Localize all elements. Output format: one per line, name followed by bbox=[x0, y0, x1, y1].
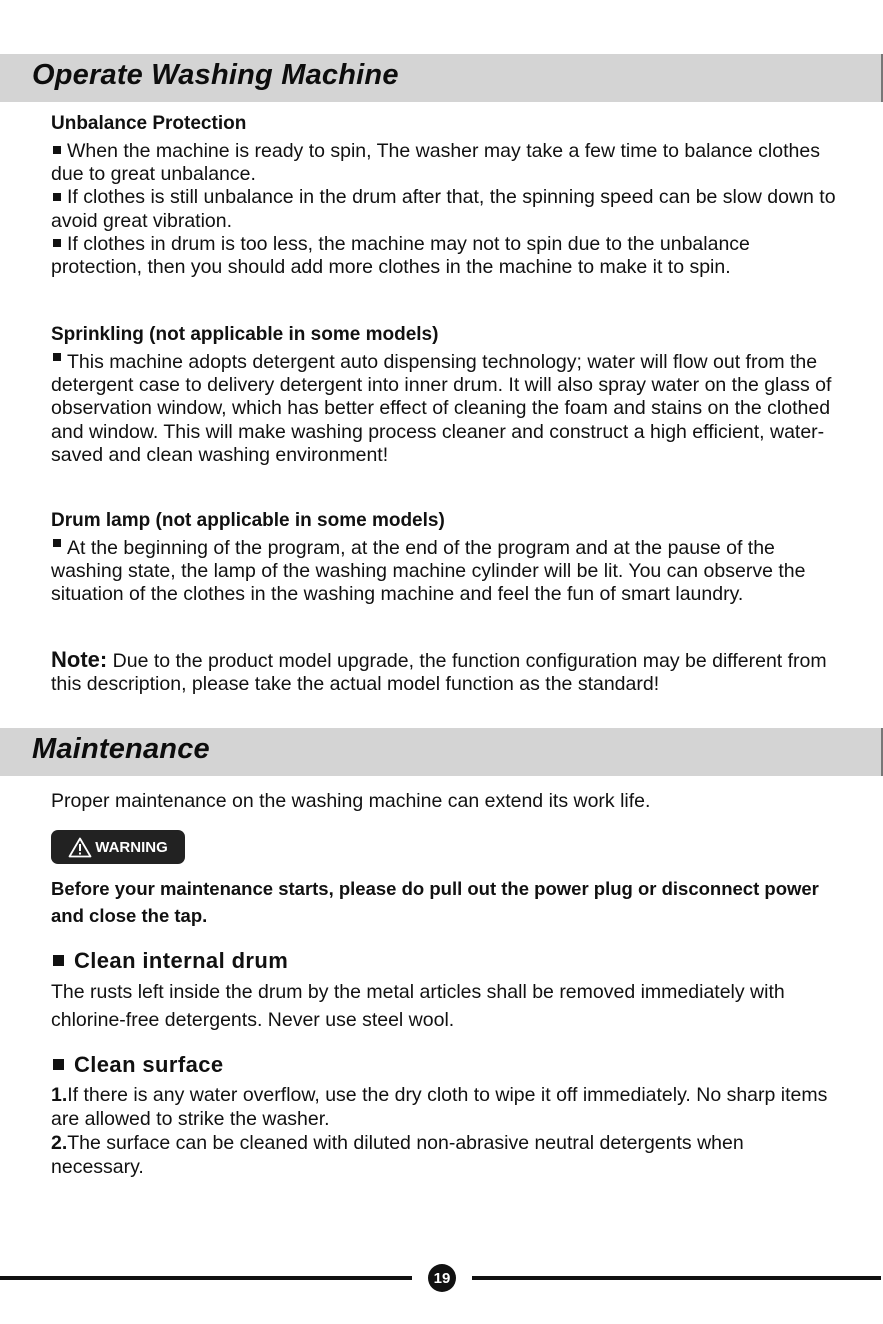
bullet-square-icon bbox=[53, 239, 61, 247]
clean-surface-heading: Clean surface bbox=[51, 1051, 841, 1079]
drum-lamp-heading: Drum lamp (not applicable in some models) bbox=[51, 510, 445, 531]
footer-rule-right bbox=[472, 1276, 881, 1280]
sprinkling-heading: Sprinkling (not applicable in some models) bbox=[51, 324, 439, 345]
unbalance-item-2: If clothes is still unbalance in the drum after that, the spinning speed can be slow down to avoid great vibration. bbox=[51, 186, 836, 232]
warning-text: Before your maintenance starts, please do pull out the power plug or disconnect power and close the tap. bbox=[51, 878, 819, 926]
bullet-square-icon bbox=[53, 1059, 64, 1070]
drum-lamp-section bbox=[51, 509, 841, 607]
unbalance-item-3: If clothes in drum is too less, the machine may not to spin due to the unbalance protection, then you should add more clothes in the machine to make it to spin. bbox=[51, 232, 750, 279]
maintenance-intro-block bbox=[51, 790, 841, 813]
page-number: 19 bbox=[428, 1264, 456, 1292]
unbalance-item-1: When the machine is ready to spin, The washer may take a few time to balance clothes due to great unbalance. bbox=[51, 140, 820, 186]
section-title-operate: Operate Washing Machine bbox=[32, 59, 399, 91]
warning-label: WARNING bbox=[95, 838, 168, 856]
drum-lamp-text: At the beginning of the program, at the end of the program and at the pause of the washing state, the lamp of the washing machine cylinder will be lit. You can observe the situation of the clothes in the washing machine and feel the fun of smart laundry. bbox=[51, 537, 806, 606]
warning-triangle-icon bbox=[68, 837, 92, 858]
clean-surface-item-2: 2.The surface can be cleaned with diluted non-abrasive neutral detergents when necessary. bbox=[51, 1132, 744, 1178]
bullet-square-icon bbox=[53, 539, 61, 547]
unbalance-section bbox=[51, 112, 841, 279]
note-section bbox=[51, 648, 841, 696]
unbalance-heading: Unbalance Protection bbox=[51, 113, 247, 134]
sprinkling-text: This machine adopts detergent auto dispensing technology; water will flow out from the detergent case to delivery detergent into inner drum. It will also spray water on the glass of observation window, which has better effect of cleaning the foam and stains on the clothed and window. This will make washing process cleaner and construct a high efficient, water-saved and clean washing environment! bbox=[51, 351, 832, 466]
clean-surface-section bbox=[51, 1051, 841, 1179]
clean-drum-text: The rusts left inside the drum by the metal articles shall be removed immediately with chlorine-free detergents. Never use steel wool. bbox=[51, 981, 785, 1031]
maintenance-intro: Proper maintenance on the washing machine can extend its work life. bbox=[51, 790, 651, 812]
note-text: Note: Due to the product model upgrade, the function configuration may be different from this description, please take the actual model function as the standard! bbox=[51, 647, 827, 696]
section-banner-operate bbox=[0, 54, 883, 102]
bullet-square-icon bbox=[53, 353, 61, 361]
clean-surface-item-1: 1.If there is any water overflow, use the dry cloth to wipe it off immediately. No sharp items are allowed to strike the washer. bbox=[51, 1084, 828, 1130]
warning-badge bbox=[51, 830, 185, 864]
note-label: Note: bbox=[51, 647, 108, 672]
bullet-square-icon bbox=[53, 146, 61, 154]
section-banner-maintenance bbox=[0, 728, 883, 776]
clean-drum-heading: Clean internal drum bbox=[51, 947, 841, 975]
sprinkling-section bbox=[51, 323, 841, 467]
section-title-maintenance: Maintenance bbox=[32, 733, 210, 765]
bullet-square-icon bbox=[53, 193, 61, 201]
footer-rule-left bbox=[0, 1276, 412, 1280]
clean-drum-section bbox=[51, 947, 841, 1034]
bullet-square-icon bbox=[53, 955, 64, 966]
